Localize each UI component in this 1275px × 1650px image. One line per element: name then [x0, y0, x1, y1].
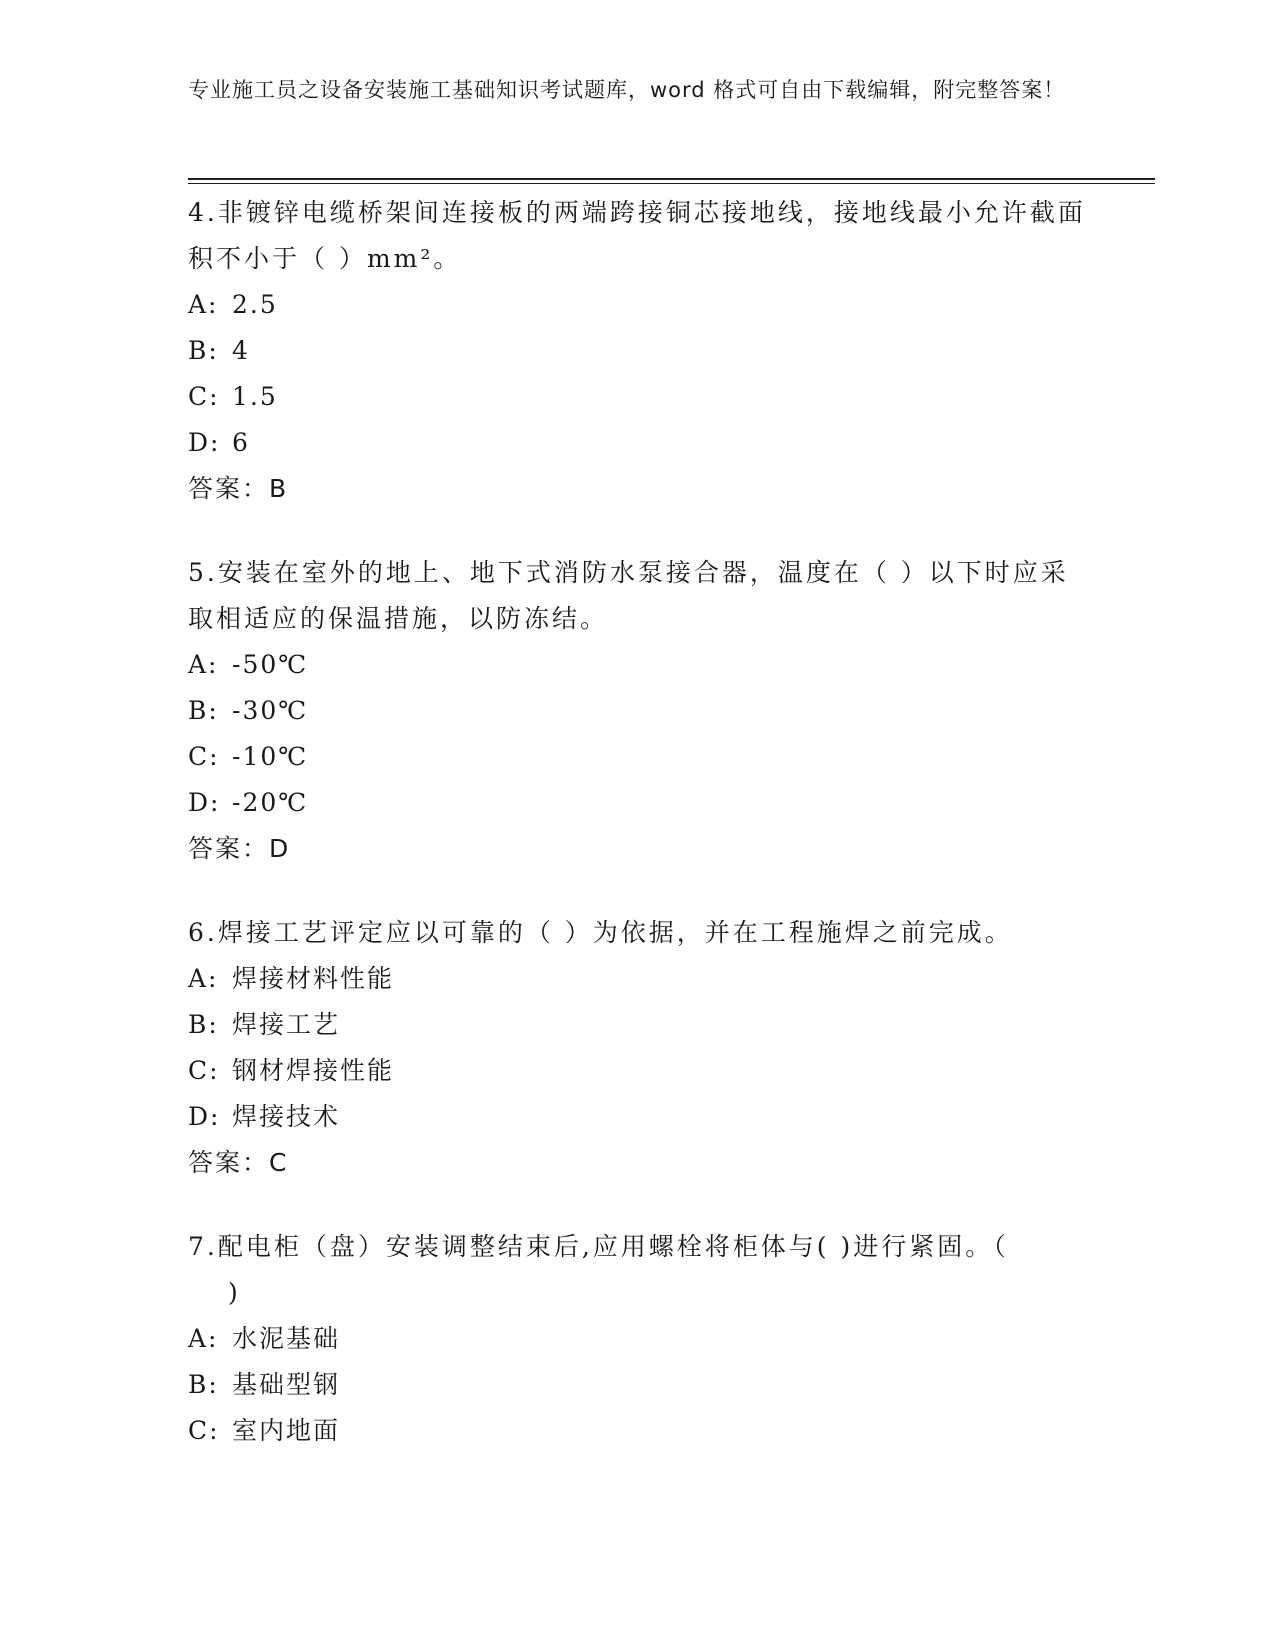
option-key: C: [188, 1056, 220, 1085]
header-divider-thin [188, 183, 1155, 184]
question-stem-continuation: ) [228, 1278, 241, 1307]
option-key: C: [188, 742, 220, 771]
option-text: -30℃ [232, 696, 309, 725]
option-b [188, 1002, 1088, 1048]
option-d [188, 1094, 1088, 1140]
question-item [188, 550, 1088, 872]
option-text: 焊接材料性能 [232, 964, 395, 993]
option-c [188, 374, 1088, 420]
option-c [188, 1408, 1088, 1454]
option-key: A: [188, 650, 219, 679]
option-text: 基础型钢 [232, 1370, 341, 1399]
option-text: 钢材焊接性能 [232, 1056, 395, 1085]
header-divider-thick [188, 178, 1155, 180]
option-b [188, 328, 1088, 374]
option-a [188, 956, 1088, 1002]
question-item [188, 910, 1088, 1186]
option-key: B: [188, 336, 219, 365]
option-text: 焊接工艺 [232, 1010, 341, 1039]
option-c [188, 734, 1088, 780]
option-text: -50℃ [232, 650, 309, 679]
question-list [188, 190, 1088, 1492]
question-stem: 7.配电柜（盘）安装调整结束后,应用螺栓将柜体与( )进行紧固。（ [188, 1232, 1009, 1261]
option-text: 2.5 [232, 290, 278, 319]
answer-line: 答案：B [188, 474, 289, 503]
option-text: 水泥基础 [232, 1324, 341, 1353]
option-text: 室内地面 [232, 1416, 341, 1445]
option-key: B: [188, 1370, 219, 1399]
question-stem: 4.非镀锌电缆桥架间连接板的两端跨接铜芯接地线，接地线最小允许截面积不小于（ ）mm²。 [188, 198, 1086, 273]
answer-line: 答案：D [188, 834, 291, 863]
option-text: 6 [232, 428, 250, 457]
document-header: 专业施工员之设备安装施工基础知识考试题库，word 格式可自由下载编辑，附完整答案！ [188, 78, 1066, 102]
question-stem: 6.焊接工艺评定应以可靠的（ ）为依据，并在工程施焊之前完成。 [188, 918, 1013, 947]
option-text: 4 [232, 336, 250, 365]
option-d [188, 420, 1088, 466]
option-key: A: [188, 290, 219, 319]
option-key: D: [188, 1102, 221, 1131]
option-key: B: [188, 696, 219, 725]
option-a [188, 642, 1088, 688]
option-a [188, 1316, 1088, 1362]
option-text: -20℃ [232, 788, 309, 817]
question-item [188, 1224, 1088, 1454]
question-stem: 5.安装在室外的地上、地下式消防水泵接合器，温度在（ ）以下时应采取相适应的保温措施，以防冻结。 [188, 558, 1069, 633]
option-key: D: [188, 788, 221, 817]
option-key: C: [188, 1416, 220, 1445]
option-c [188, 1048, 1088, 1094]
option-text: 焊接技术 [232, 1102, 341, 1131]
option-key: B: [188, 1010, 219, 1039]
option-key: C: [188, 382, 220, 411]
option-b [188, 1362, 1088, 1408]
option-key: A: [188, 964, 219, 993]
option-key: A: [188, 1324, 219, 1353]
question-item [188, 190, 1088, 512]
option-key: D: [188, 428, 221, 457]
option-b [188, 688, 1088, 734]
option-text: -10℃ [232, 742, 309, 771]
answer-line: 答案：C [188, 1148, 289, 1177]
option-d [188, 780, 1088, 826]
option-a [188, 282, 1088, 328]
option-text: 1.5 [232, 382, 278, 411]
